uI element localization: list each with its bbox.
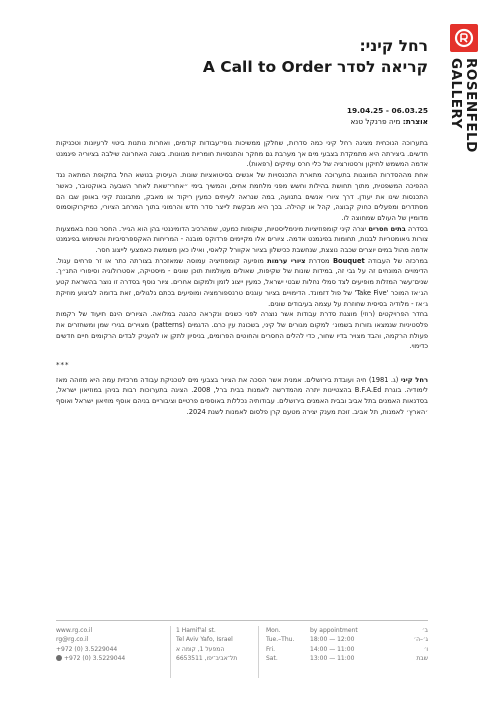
footer-column-divider <box>170 626 171 678</box>
curator-credit <box>250 117 428 126</box>
whatsapp-icon <box>56 655 62 661</box>
footer-contact <box>56 626 128 663</box>
paragraph-missing-houses: בסדרה בתים חסרים יצרה קיני קומפוזיציות מינימליסטיות, שקופות כמעט, שמהרכיב הדומיננטי בהן הוא הגייר. החסר נוכח באמצעות צורות גיאומטריות לבנות, תחומות בפיגמנט אדמה. ציורים אלו מקיימים פרדוקס מובנה - המריחות האקספרסיביות והשימוש בפיגמנט אדמה מהול במים יוצרים שכבה נוצצת, שנחשבת ככישלון בציור אקוורל קלאסי, ואילו כאן משמשת כאמצעי לייצוג חסר. <box>56 224 428 255</box>
work-name-bouquet: Bouquet <box>332 256 365 265</box>
paragraph-bio: רחל קיני (ג. 1981) חיה ועובדת בירושלים. אמנית אשר הסכה את הציור בצבעי מים לטכניקת עבודה מרכזית עמה היא מזוהה מאז לימודיה. בוגרת B.F.A.Ed בהצטיינות יתרה מהמדרשה לאמנות בבית ברל, 2008. הציגה בתערוכות רבות בניהן במוזיאון ישראל, בסדנאות האמנים בתל אביב ובבית האמנים בירושלים. עבודותיה נכללות באוספים פרטיים וציבוריים בניהם אוסף מוזיאון ישראל ואוסף ׳הארץ׳ לאמנות, תל אביב. זוכת מענק יצירה מטעם קרן פלסום לאמנות לשנת 2024. <box>56 375 428 416</box>
brand-wordmark <box>448 58 480 188</box>
paragraph-intro: בתערוכה הנוכחית מציגה רחל קיני כמה סדרות, שחלקן ממשיכות גופי־עבודות קודמים, ואחרות נותנות ביטוי לרעיונות וטכניקות חדשים. ביצירתה היא מתמקדת בצבעי מים אך מערבת גם מחקר והתנסויות חומריות מגוונות. בשנה האחרונה שילבה בציוריה פיגמנט אדמה המשמש לתיקון ורסטורציה של כלי חרס עתיקים (רפאות). <box>56 139 428 169</box>
exhibition-title <box>150 36 428 78</box>
address-line-he-2: תל־אביב־יפו, 6653511 <box>176 654 238 662</box>
website-link[interactable]: www.rg.co.il <box>56 627 93 634</box>
exhibition-name-en: A Call to Order <box>202 58 332 76</box>
paragraph-gatherings: אחת מההסדרות המוצגות בתערוכה מתארת התכנסויות של אנשים בסיטואציות שונות. העיסוק בנושא החל בתקופת המתאה נגד ההפיכה המשפטית, מתוך תחושת בהילות וחשש מפני מלחמת אחים, והמשיך בימי ״אחרי־שאת לאחר השבעה באוקטובר, כאשר התכנסות שינו את יעודן. דרך ציורי אנשים בתנועה, במה שנראה לעיתים כמעין ריקוד או מאבק, מתבוננת קיני באופן שבו הם מסתדרים ומפעלים כחוק קבוצה, קהל או קהילה. בכך היא מבקשת לייצר סדר חדש והרמוני בתוך המרחב הציורי, כמיקרוקוסמוס מדומיין של העולם שמחוצה לו. <box>56 171 428 222</box>
curator-name: מיה פרנקל טנא <box>350 117 401 126</box>
paragraph-project-room: בחדר הפרויקטים (רוזי) מוצגת סדרת עבודות אשר נוצרה לפני כשנים ונקראה כהגנה במלואה. הציורים הינם תיעוד של רקמות פלסטיניות שנמצאו גזורות בשמונ׳ למקום מגורים של קיני, בשכונת עין כרם. הדגמים (patterns) מצוירים בגירי שמן ומשחזרים את פעולת הרקמה, והבד מצויר בדיו שחור, כדי להלים החסרים והחוטים הפרומים, בניסיון לתקן או להעניק לבדים הרקומים חיים חדשים כדימוי. <box>56 310 429 351</box>
whatsapp-number: +972 (0) 3.5229044 <box>64 654 126 662</box>
exhibition-dates: 19.04.25 - 06.03.25 <box>346 106 428 115</box>
footer-column-divider <box>258 626 259 678</box>
bio-artist-name: רחל קיני <box>400 375 428 384</box>
series-name-heaps: ציורי ערמות <box>267 256 306 265</box>
opening-days-en: Mon. Tue.–Thu. Fri. Sat. <box>266 627 295 662</box>
footer-divider <box>56 620 428 621</box>
phone-number[interactable]: +972 (0) 3.5229044 <box>56 645 118 653</box>
series-name-missing-houses: בתים חסרים <box>368 224 406 233</box>
artist-name-heading: רחל קיני: <box>359 37 428 55</box>
brand-word-gallery: GALLERY <box>448 58 464 129</box>
brand-word-rosenfeld: ROSENFELD <box>463 58 479 153</box>
address-line-en-1: 1 Hamif'al st. <box>176 627 216 634</box>
address-line-en-2: Tel Aviv Yafo, Israel <box>176 636 233 644</box>
paragraph-bouquet: במרכזה של העבודה Bouquet מסדרת ציורי ערמות מופיעה קומפוזיציה עמוסה שמאזכרת בצורתה כתר או זר פרחים עגול. הדימויים המונחים זה על גבי זה, במידות שונות של שקיפות, שאולים מעולמות תוכן שונים - מיסטיקה, אסטרולוגיה וסיפורי התנ״ך. שנים־עשר המזלות מופיעים לצד סמלי נחלות שבטי ישראל, כמעין ייצוג לזמן ולמקום אחרים. ציור נוסף בסדרה זו נוצר בהשראת קטע הג׳אז המוכר 'Take Five' של פול דזמונד. הדימויים בציור עוגנים טרנספורמציה ומופיעים בכתם גלגולים, זאת בדומה לביצוע מוזיקת ג׳אז - מלודיה בסיסית שחוזרת על עצמה בעיבודים שונים. <box>56 256 429 308</box>
footer-address <box>176 626 246 663</box>
opening-hours: by appointment 18:00 — 12:00 14:00 — 11:00 13:00 — 11:00 <box>310 627 358 662</box>
exhibition-name-heading <box>150 57 428 78</box>
curator-label: אוצרת: <box>402 117 428 126</box>
exhibition-text <box>56 138 428 418</box>
section-separator: *** <box>56 361 70 370</box>
opening-days-he: ב׳ ג׳–ה׳ ו׳ שבת <box>413 627 428 662</box>
address-line-he-1: המפעל 1, קומה א <box>176 645 225 653</box>
exhibition-name-he: קריאה לסדר <box>337 58 428 76</box>
email-link[interactable]: rg@rg.co.il <box>56 636 89 644</box>
whatsapp-row[interactable] <box>56 654 128 663</box>
gallery-brand <box>446 24 482 194</box>
rg-logo-icon <box>450 24 478 52</box>
